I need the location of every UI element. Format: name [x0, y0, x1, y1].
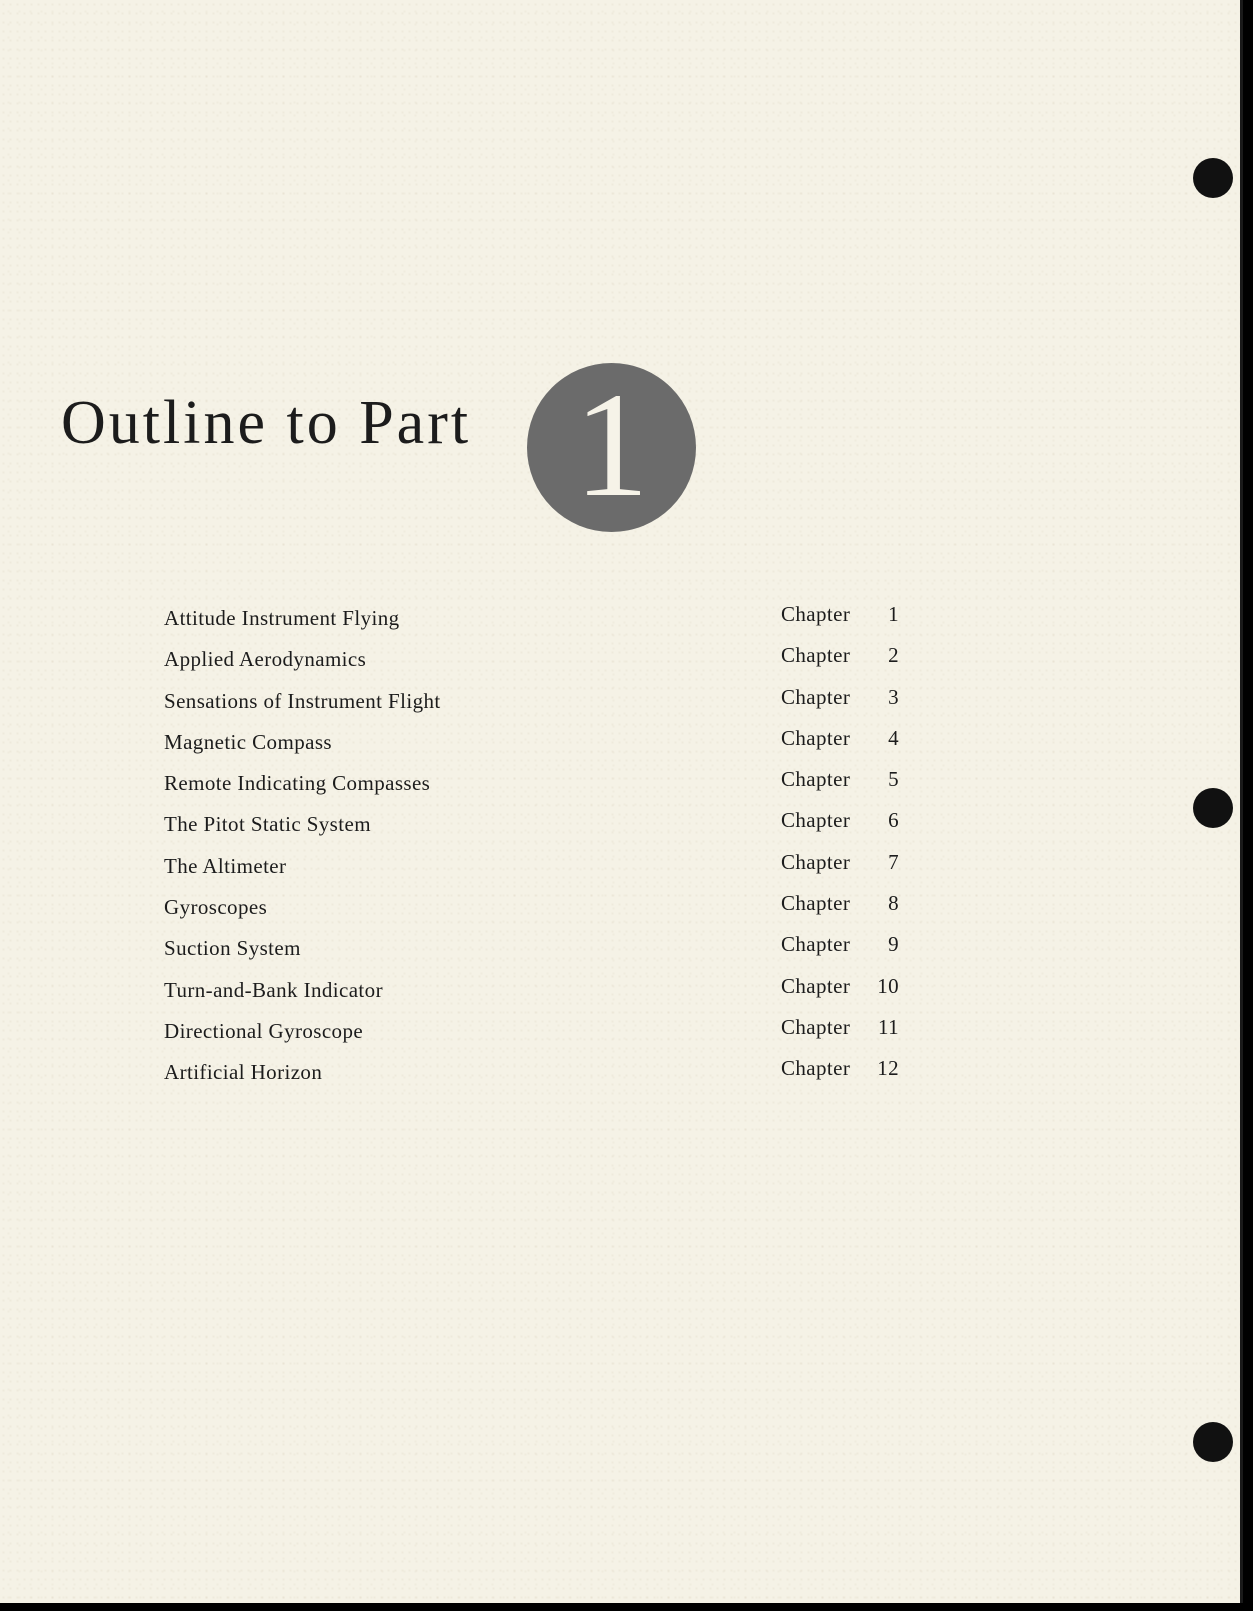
- toc-row: [164, 891, 904, 932]
- toc-chapter-ref: [781, 726, 899, 751]
- punch-hole: [1193, 788, 1233, 828]
- toc-entry-title: The Pitot Static System: [164, 812, 371, 837]
- toc-chapter-label: Chapter: [781, 849, 851, 874]
- toc-row: [164, 1056, 904, 1097]
- punch-hole: [1193, 1422, 1233, 1462]
- toc-entry-title: The Altimeter: [164, 853, 287, 878]
- toc-chapter-number: 11: [877, 1014, 899, 1039]
- table-of-contents: [164, 602, 904, 1098]
- toc-chapter-ref: [781, 808, 899, 833]
- toc-chapter-label: Chapter: [781, 684, 851, 709]
- toc-chapter-number: 5: [888, 767, 899, 792]
- toc-chapter-number: 8: [888, 891, 899, 916]
- toc-chapter-label: Chapter: [781, 1014, 851, 1039]
- toc-row: [164, 726, 904, 767]
- toc-chapter-label: Chapter: [781, 643, 851, 668]
- toc-chapter-label: Chapter: [781, 808, 851, 833]
- toc-chapter-label: Chapter: [781, 973, 851, 998]
- toc-row: [164, 808, 904, 849]
- toc-chapter-number: 2: [888, 643, 899, 668]
- page-title: Outline to Part: [61, 389, 472, 457]
- toc-chapter-ref: [781, 932, 899, 957]
- toc-row: [164, 643, 904, 684]
- toc-chapter-number: 6: [888, 808, 899, 833]
- toc-chapter-number: 1: [888, 602, 899, 626]
- toc-chapter-number: 4: [888, 725, 899, 750]
- toc-entry-title: Remote Indicating Compasses: [164, 771, 431, 796]
- toc-chapter-label: Chapter: [781, 602, 851, 626]
- toc-chapter-number: 3: [888, 684, 899, 709]
- toc-row: [164, 685, 904, 726]
- toc-row: [164, 602, 904, 643]
- toc-chapter-ref: [781, 602, 899, 627]
- toc-row: [164, 850, 904, 891]
- toc-chapter-ref: [781, 1015, 899, 1040]
- toc-chapter-label: Chapter: [781, 1056, 851, 1081]
- toc-entry-title: Attitude Instrument Flying: [164, 606, 400, 630]
- toc-row: [164, 767, 904, 808]
- toc-entry-title: Sensations of Instrument Flight: [164, 688, 441, 713]
- toc-chapter-label: Chapter: [781, 932, 851, 957]
- toc-chapter-ref: [781, 685, 899, 710]
- toc-chapter-ref: [781, 850, 899, 875]
- toc-chapter-ref: [781, 767, 899, 792]
- toc-row: [164, 974, 904, 1015]
- punch-hole: [1193, 158, 1233, 198]
- part-number-badge: [527, 363, 696, 532]
- toc-entry-title: Suction System: [164, 936, 301, 961]
- part-number: 1: [574, 361, 649, 528]
- toc-chapter-number: 9: [888, 932, 899, 957]
- toc-chapter-number: 7: [888, 849, 899, 874]
- toc-entry-title: Turn-and-Bank Indicator: [164, 977, 383, 1002]
- toc-entry-title: Artificial Horizon: [164, 1060, 323, 1085]
- toc-chapter-ref: [781, 1056, 899, 1081]
- toc-chapter-label: Chapter: [781, 891, 851, 916]
- toc-entry-title: Magnetic Compass: [164, 729, 332, 754]
- toc-chapter-ref: [781, 891, 899, 916]
- toc-chapter-label: Chapter: [781, 767, 851, 792]
- toc-entry-title: Gyroscopes: [164, 895, 268, 920]
- toc-chapter-number: 12: [877, 1056, 899, 1081]
- toc-row: [164, 1015, 904, 1056]
- toc-chapter-ref: [781, 974, 899, 999]
- toc-chapter-label: Chapter: [781, 725, 851, 750]
- toc-chapter-number: 10: [877, 973, 899, 998]
- toc-entry-title: Directional Gyroscope: [164, 1018, 364, 1043]
- toc-entry-title: Applied Aerodynamics: [164, 647, 367, 672]
- toc-chapter-ref: [781, 643, 899, 668]
- toc-row: [164, 932, 904, 973]
